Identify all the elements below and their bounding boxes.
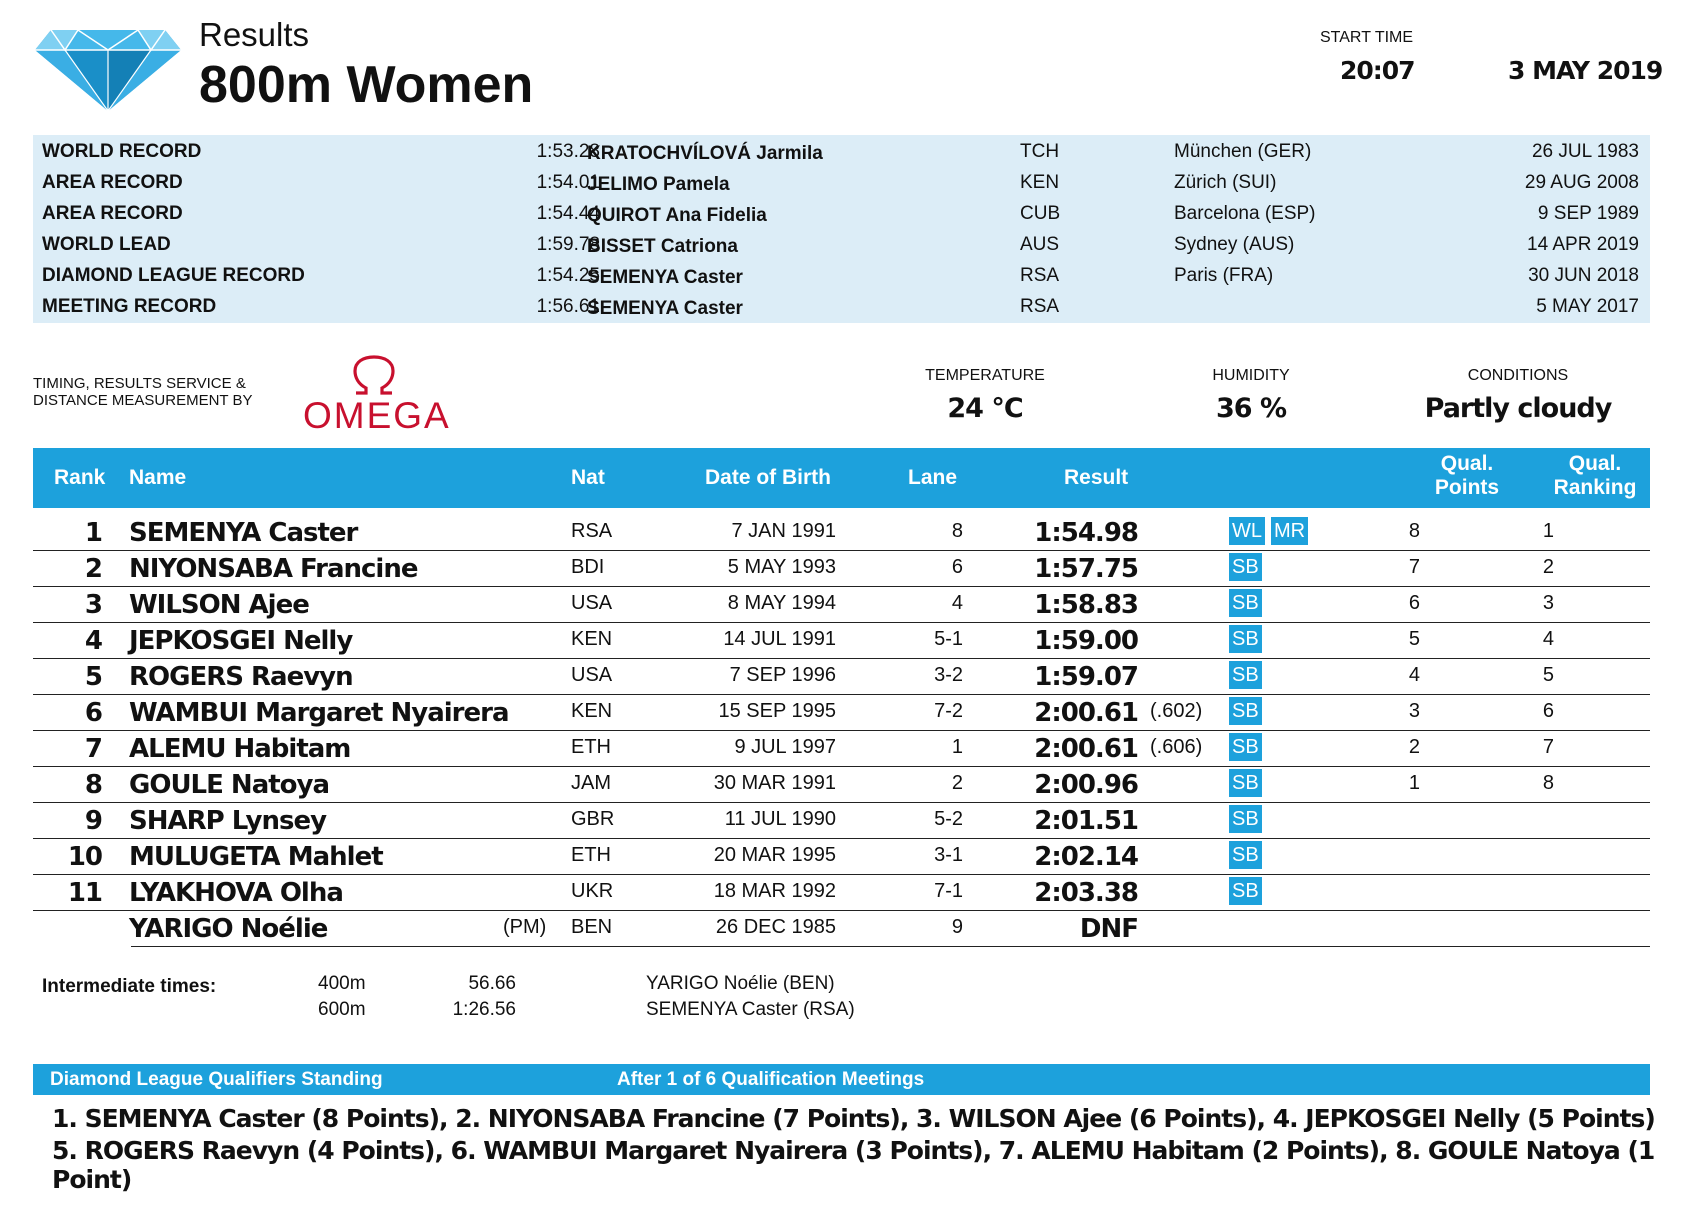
badge-sb: SB	[1229, 769, 1262, 797]
rank: 3	[84, 590, 102, 620]
nationality: USA	[571, 592, 613, 614]
record-time: 1:54.25	[536, 265, 600, 286]
qual-ranking: 6	[1542, 700, 1554, 722]
badge-wl: WL	[1229, 517, 1265, 545]
nationality: ETH	[571, 844, 611, 866]
record-nat: CUB	[1020, 203, 1061, 224]
record-nat: RSA	[1020, 296, 1060, 317]
athlete-name: JEPKOSGEI Nelly	[129, 626, 353, 656]
lane: 4	[951, 592, 963, 614]
badge-sb: SB	[1229, 697, 1262, 725]
athlete-name: LYAKHOVA Olha	[129, 878, 343, 908]
tie-break-time: (.602)	[1150, 700, 1203, 722]
record-holder: KRATOCHVÍLOVÁ Jarmila	[587, 143, 823, 164]
lane: 7-1	[934, 880, 963, 902]
result-row	[33, 694, 1650, 731]
date-of-birth: 30 MAR 1991	[713, 772, 836, 794]
timing-credit-line: TIMING, RESULTS SERVICE &	[33, 375, 246, 392]
badge-sb: SB	[1229, 877, 1262, 905]
rank: 6	[84, 698, 102, 728]
record-time: 1:56.61	[536, 296, 600, 317]
qual-ranking: 8	[1542, 772, 1554, 794]
rank: 2	[84, 554, 102, 584]
record-row	[33, 166, 1650, 197]
qual-points: 4	[1408, 664, 1420, 686]
date-of-birth: 15 SEP 1995	[718, 700, 836, 722]
record-nat: RSA	[1020, 265, 1060, 286]
record-nat: TCH	[1020, 141, 1060, 162]
results-table-header	[33, 448, 1650, 508]
dl-standing-title: Diamond League Qualifiers Standing	[50, 1069, 383, 1090]
record-place: Sydney (AUS)	[1174, 234, 1295, 255]
record-date: 14 APR 2019	[1527, 234, 1639, 255]
column-qual-points-line1: Qual.	[1440, 452, 1494, 475]
badge-sb: SB	[1229, 841, 1262, 869]
result-row	[33, 730, 1650, 767]
record-holder: QUIROT Ana Fidelia	[587, 205, 767, 226]
rank: 8	[84, 770, 102, 800]
athlete-name: NIYONSABA Francine	[129, 554, 418, 584]
rank: 9	[84, 806, 102, 836]
athlete-name: MULUGETA Mahlet	[129, 842, 383, 872]
intermediate-athlete: SEMENYA Caster (RSA)	[646, 999, 855, 1020]
lane: 3-1	[934, 844, 963, 866]
result-time: DNF	[1079, 914, 1138, 944]
column-lane: Lane	[908, 466, 958, 489]
lane: 3-2	[934, 664, 963, 686]
qual-ranking: 2	[1542, 556, 1554, 578]
record-row	[33, 290, 1650, 321]
record-type: WORLD LEAD	[42, 234, 171, 255]
dl-standing-subtitle: After 1 of 6 Qualification Meetings	[617, 1069, 925, 1090]
intermediate-athlete: YARIGO Noélie (BEN)	[646, 973, 835, 994]
column-dob: Date of Birth	[705, 466, 831, 489]
badge-mr: MR	[1271, 517, 1308, 545]
record-date: 30 JUN 2018	[1528, 265, 1639, 286]
result-time: 2:02.14	[1034, 842, 1138, 872]
qual-ranking: 4	[1542, 628, 1554, 650]
result-row	[33, 658, 1650, 695]
date-of-birth: 8 MAY 1994	[727, 592, 836, 614]
qual-points: 3	[1408, 700, 1420, 722]
result-row	[33, 514, 1650, 551]
nationality: BEN	[571, 916, 613, 938]
lane: 5-1	[934, 628, 963, 650]
athlete-name: SEMENYA Caster	[129, 518, 358, 548]
record-holder: BISSET Catriona	[587, 236, 738, 257]
record-date: 5 MAY 2017	[1536, 296, 1639, 317]
rank: 7	[84, 734, 102, 764]
badge-sb: SB	[1229, 553, 1262, 581]
date-of-birth: 7 JAN 1991	[731, 520, 836, 542]
nationality: GBR	[571, 808, 615, 830]
date-of-birth: 18 MAR 1992	[713, 880, 836, 902]
conditions-value: Partly cloudy	[1424, 393, 1612, 424]
record-nat: KEN	[1020, 172, 1060, 193]
pacemaker-flag: (PM)	[503, 916, 547, 938]
qual-ranking: 5	[1542, 664, 1554, 686]
qual-ranking: 7	[1542, 736, 1554, 758]
record-time: 1:54.01	[536, 172, 600, 193]
nationality: ETH	[571, 736, 611, 758]
qual-points: 7	[1408, 556, 1420, 578]
tie-break-time: (.606)	[1150, 736, 1203, 758]
diamond-icon	[33, 18, 183, 113]
record-place: Barcelona (ESP)	[1174, 203, 1316, 224]
record-type: AREA RECORD	[42, 172, 183, 193]
column-qual-points	[1417, 452, 1517, 500]
intermediate-distance: 600m	[318, 999, 366, 1020]
result-time: 1:54.98	[1034, 518, 1138, 548]
record-row	[33, 228, 1650, 259]
event-title: 800m Women	[199, 56, 534, 114]
record-holder: JELIMO Pamela	[587, 174, 730, 195]
result-time: 2:00.61	[1034, 734, 1138, 764]
record-place: Zürich (SUI)	[1174, 172, 1277, 193]
record-date: 29 AUG 2008	[1524, 172, 1639, 193]
results-label: Results	[199, 16, 310, 53]
intermediate-time: 56.66	[468, 973, 516, 994]
nationality: UKR	[571, 880, 614, 902]
temperature-value: 24 °C	[947, 393, 1023, 424]
lane: 9	[951, 916, 963, 938]
athlete-name: SHARP Lynsey	[129, 806, 327, 836]
record-place: München (GER)	[1174, 141, 1312, 162]
record-type: WORLD RECORD	[42, 141, 202, 162]
badge-sb: SB	[1229, 625, 1262, 653]
athlete-name: GOULE Natoya	[129, 770, 330, 800]
athlete-name: WILSON Ajee	[129, 590, 309, 620]
result-row	[33, 874, 1650, 911]
qual-points: 1	[1408, 772, 1420, 794]
lane: 6	[951, 556, 963, 578]
column-rank: Rank	[54, 466, 106, 489]
temperature-label: TEMPERATURE	[925, 367, 1045, 384]
qual-points: 8	[1408, 520, 1420, 542]
result-time: 2:00.61	[1034, 698, 1138, 728]
athlete-name: ROGERS Raevyn	[129, 662, 353, 692]
date-of-birth: 5 MAY 1993	[727, 556, 836, 578]
result-time: 2:00.96	[1034, 770, 1138, 800]
timing-credit	[33, 375, 252, 409]
intermediate-distance: 400m	[318, 973, 366, 994]
omega-icon	[350, 355, 398, 397]
result-time: 1:59.00	[1034, 626, 1138, 656]
nationality: RSA	[571, 520, 613, 542]
humidity-value: 36 %	[1215, 393, 1287, 424]
record-type: MEETING RECORD	[42, 296, 217, 317]
result-time: 2:03.38	[1034, 878, 1138, 908]
date-of-birth: 26 DEC 1985	[715, 916, 836, 938]
result-row	[33, 766, 1650, 803]
result-row	[131, 910, 1650, 947]
qual-ranking: 3	[1542, 592, 1554, 614]
result-time: 2:01.51	[1034, 806, 1138, 836]
badge-sb: SB	[1229, 733, 1262, 761]
record-time: 1:54.44	[536, 203, 600, 224]
record-time: 1:59.78	[536, 234, 600, 255]
column-nat: Nat	[571, 466, 605, 489]
result-time: 1:58.83	[1034, 590, 1138, 620]
start-time: 20:07	[1340, 56, 1415, 85]
qual-points: 5	[1408, 628, 1420, 650]
date-of-birth: 20 MAR 1995	[713, 844, 836, 866]
record-nat: AUS	[1020, 234, 1060, 255]
dl-standing-line: 1. SEMENYA Caster (8 Points), 2. NIYONSABA Francine (7 Points), 3. WILSON Ajee (6 Points), 4. JEPKOSGEI Nelly (5 Points)	[52, 1104, 1655, 1133]
nationality: BDI	[571, 556, 605, 578]
record-type: DIAMOND LEAGUE RECORD	[42, 265, 305, 286]
lane: 2	[951, 772, 963, 794]
record-date: 9 SEP 1989	[1537, 203, 1639, 224]
column-qual-ranking	[1545, 452, 1645, 500]
athlete-name: WAMBUI Margaret Nyairera	[129, 698, 509, 728]
column-qual-ranking-line2: Ranking	[1553, 476, 1637, 499]
qual-ranking: 1	[1542, 520, 1554, 542]
date-of-birth: 7 SEP 1996	[729, 664, 836, 686]
result-row	[33, 838, 1650, 875]
result-row	[33, 550, 1650, 587]
conditions-label: CONDITIONS	[1467, 367, 1569, 384]
date-of-birth: 9 JUL 1997	[734, 736, 836, 758]
rank: 4	[84, 626, 102, 656]
column-qual-points-line2: Points	[1434, 476, 1500, 499]
rank: 1	[84, 518, 102, 548]
record-row	[33, 197, 1650, 228]
nationality: KEN	[571, 700, 613, 722]
record-row	[33, 135, 1650, 166]
nationality: JAM	[571, 772, 611, 794]
result-row	[33, 586, 1650, 623]
result-row	[33, 802, 1650, 839]
dl-standing-header	[33, 1064, 1650, 1095]
dl-standing-line: 5. ROGERS Raevyn (4 Points), 6. WAMBUI Margaret Nyairera (3 Points), 7. ALEMU Habitam (2 Points), 8. GOULE Natoya (1 Point)	[52, 1136, 1655, 1194]
start-date: 3 MAY 2019	[1508, 56, 1663, 85]
badge-sb: SB	[1229, 661, 1262, 689]
qual-points: 2	[1408, 736, 1420, 758]
column-result: Result	[1064, 466, 1129, 489]
record-time: 1:53.28	[536, 141, 600, 162]
record-date: 26 JUL 1983	[1531, 141, 1639, 162]
record-type: AREA RECORD	[42, 203, 183, 224]
date-of-birth: 11 JUL 1990	[724, 808, 836, 830]
column-qual-ranking-line1: Qual.	[1568, 452, 1622, 475]
nationality: USA	[571, 664, 613, 686]
rank: 11	[67, 878, 102, 908]
result-time: 1:57.75	[1034, 554, 1138, 584]
badge-sb: SB	[1229, 589, 1262, 617]
lane: 8	[951, 520, 963, 542]
omega-logo-text: OMEGA	[303, 395, 451, 436]
athlete-name: ALEMU Habitam	[129, 734, 351, 764]
result-row	[33, 622, 1650, 659]
lane: 7-2	[934, 700, 963, 722]
timing-credit-line: DISTANCE MEASUREMENT BY	[33, 392, 253, 409]
record-holder: SEMENYA Caster	[587, 298, 743, 319]
lane: 5-2	[934, 808, 963, 830]
lane: 1	[951, 736, 963, 758]
qual-points: 6	[1408, 592, 1420, 614]
rank: 5	[84, 662, 102, 692]
humidity-label: HUMIDITY	[1212, 367, 1290, 384]
badge-sb: SB	[1229, 805, 1262, 833]
nationality: KEN	[571, 628, 613, 650]
records-box	[33, 135, 1650, 323]
intermediate-times-label: Intermediate times:	[42, 976, 217, 997]
start-time-label: START TIME	[1320, 29, 1414, 46]
column-name: Name	[129, 466, 187, 489]
intermediate-time: 1:26.56	[452, 999, 516, 1020]
rank: 10	[67, 842, 102, 872]
athlete-name: YARIGO Noélie	[129, 914, 328, 944]
date-of-birth: 14 JUL 1991	[723, 628, 836, 650]
result-time: 1:59.07	[1034, 662, 1138, 692]
record-place: Paris (FRA)	[1174, 265, 1274, 286]
record-row	[33, 259, 1650, 290]
record-holder: SEMENYA Caster	[587, 267, 743, 288]
